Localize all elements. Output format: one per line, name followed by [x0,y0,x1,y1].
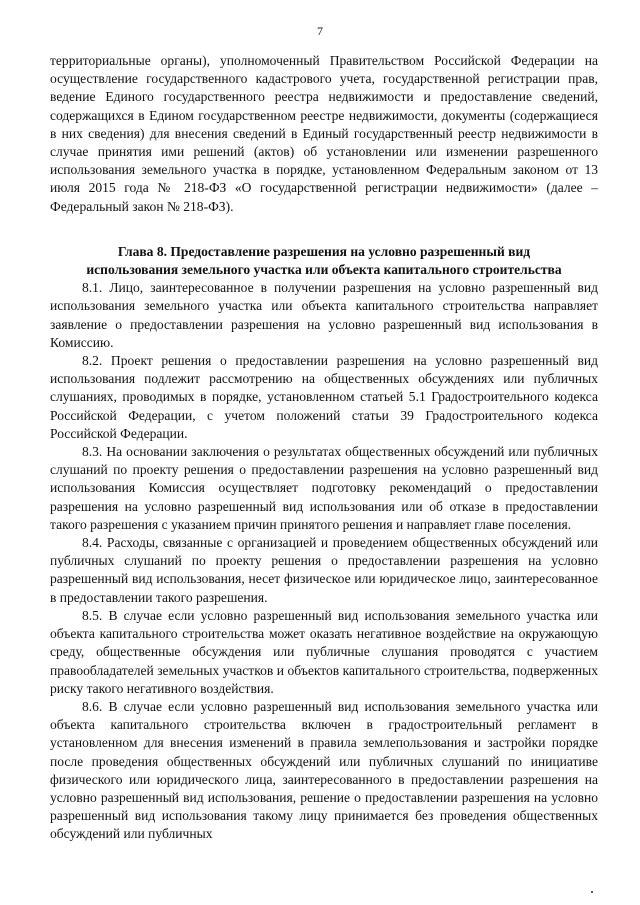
intro-paragraph: территориальные органы), уполномоченный Правительством Российской Федерации на осуществление государственного кадастрового учета, государственной регистрации прав, ведение Единого государственного реестра недвижимости и предоставление сведений, содержащихся в Едином государственном реестре недвижимости, документы (содержащиеся в них сведения) для внесения сведений в Единый государственный реестр недвижимости в случае принятия ими решений (актов) об установлении или изменении разрешенного использования земельного участка в порядке, установленном Федеральным законом от 13 июля 2015 года № 218-ФЗ «О государственной регистрации недвижимости» (далее – Федеральный закон № 218-ФЗ). [50,53,598,214]
paragraph-8-6: 8.6. В случае если условно разрешенный вид использования земельного участка или объекта капитального строительства включен в градостроительный регламент в установленном для внесения изменений в правила землепользования и застройки порядке после проведения общественных обсуждений или публичных слушаний по инициативе физического или юридического лица, заинтересованного в предоставлении разрешения на условно разрешенный вид использования, решение о предоставлении разрешения на условно разрешенный вид использования такому лицу принимается без проведения общественных обсуждений или публичных [50,698,598,842]
chapter-title-line-1: Глава 8. Предоставление разрешения на условно разрешенный вид [117,243,531,259]
paragraph-8-2: 8.2. Проект решения о предоставлении разрешения на условно разрешенный вид использования подлежит рассмотрению на общественных обсуждениях или публичных слушаниях, проводимых в порядке, установленном статьей 5.1 Градостроительного кодекса Российской Федерации, с учетом положений статьи 39 Градостроительного кодекса Российской Федерации. [50,353,598,441]
chapter-heading [50,243,598,279]
paragraph-8-4: 8.4. Расходы, связанные с организацией и проведением общественных обсуждений или публичных слушаний по проекту решения о предоставлении разрешения на условно разрешенный вид использования, несет физическое или юридическое лицо, заинтересованное в предоставлении такого разрешения. [50,535,598,605]
paragraph-8-3: 8.3. На основании заключения о результатах общественных обсуждений или публичных слушаний по проекту решения о предоставлении разрешения на условно разрешенный вид использования Комиссия осуществляет подготовку рекомендаций о предоставлении разрешения на условно разрешенный вид использования или об отказе в предоставлении такого разрешения с указанием причин принятого решения и направляет главе поселения. [50,444,598,532]
paragraph-8-1: 8.1. Лицо, заинтересованное в получении разрешения на условно разрешенный вид использования земельного участка или объекта капитального строительства направляет заявление о предоставлении разрешения на условно разрешенный вид использования в Комиссию. [50,280,598,350]
chapter-title-line-2: использования земельного участка или объекта капитального строительства [86,262,562,278]
page-number: 7 [317,24,323,38]
page-content [50,52,598,844]
scan-speck [591,891,593,893]
paragraph-8-5: 8.5. В случае если условно разрешенный вид использования земельного участка или объекта капитального строительства может оказать негативное воздействие на окружающую среду, общественные обсуждения или публичные слушания проводятся с участием правообладателей земельных участков и объектов капитального строительства, подверженных риску такого негативного воздействия. [50,607,598,696]
